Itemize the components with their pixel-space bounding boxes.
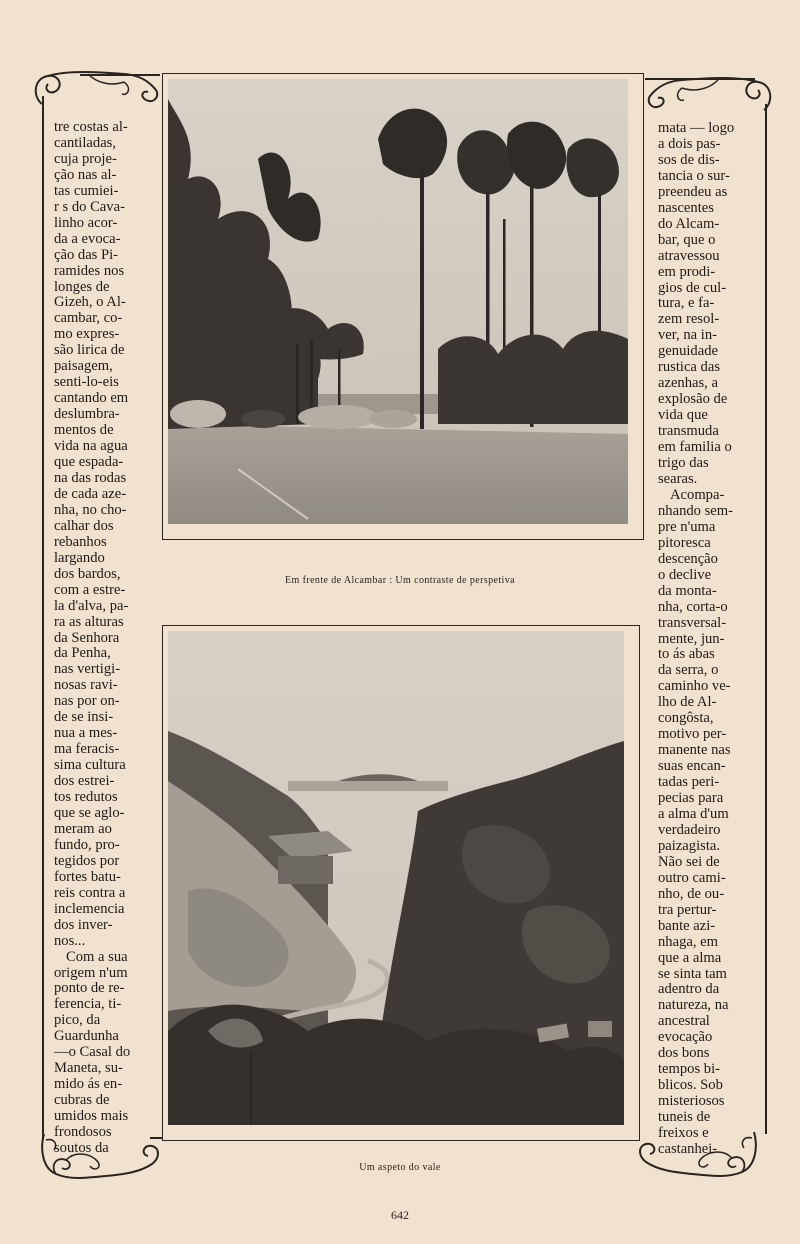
left-column-line: ra as alturas [54,613,124,630]
right-column-line: da monta- [658,582,717,599]
right-column-line: misteriosos [658,1093,725,1110]
right-column-line: da serra, o [658,662,719,679]
left-column-line: la d'alva, pa- [54,597,129,614]
right-column-line: Acompa- [670,486,725,503]
right-column-line: lho de Al- [658,694,717,711]
right-text-column [658,121,754,1158]
left-column-line: tre costas al- [54,119,128,135]
right-column-line: explosão de [658,391,728,408]
left-column-line: cambar, co- [54,310,123,327]
left-column-line: cantando em [54,390,129,407]
right-column-line: pre n'uma [658,518,716,535]
left-column-line: fortes batu- [54,868,121,885]
left-column-line: origem n'um [54,964,128,981]
right-column-line: do Alcam- [658,215,720,232]
left-column-line: cantiladas, [54,134,116,151]
right-column-line: em familia o [658,439,732,456]
right-column-line: zem resol- [658,311,720,328]
right-column-line: sos de dis- [658,151,720,168]
right-column-line: que a alma [658,949,722,966]
right-column-line: ver, na in- [658,327,717,344]
right-column-line: tuneis de [658,1109,711,1126]
right-column-line: bante azi- [658,917,716,934]
left-column-line: nas por on- [54,693,120,710]
right-column-line: mata — logo [658,120,735,136]
left-column-line: r s do Cava- [54,198,125,215]
frame-right-rule [765,104,767,1134]
left-column-line: ção nas al- [54,166,117,183]
left-paragraph-2 [54,950,150,1157]
right-column-line: a dois pas- [658,135,721,152]
right-column-line: tra pertur- [658,901,717,918]
photo-pine-avenue [162,73,644,540]
right-column-line: tura, e fa- [658,295,715,312]
left-column-line: com a estre- [54,581,126,598]
left-column-line: que espada- [54,454,124,471]
right-column-line: trigo das [658,455,709,472]
left-column-line: da Senhora [54,629,120,646]
left-column-line: largando [54,549,105,566]
left-column-line: soutos da [54,1140,109,1156]
left-column-line: Maneta, su- [54,1060,123,1077]
right-column-line: descenção [658,550,718,567]
right-column-line: nha, corta-o [658,598,728,615]
right-column-line: freixos e [658,1125,709,1142]
left-text-column [54,120,150,1157]
right-column-line: Não sei de [658,853,720,870]
right-column-line: bar, que o [658,231,716,248]
right-column-line: blicos. Sob [658,1077,723,1094]
right-paragraph-2 [658,488,754,1158]
left-column-line: senti-lo-eis [54,374,119,391]
left-column-line: mo expres- [54,326,120,343]
left-column-line: ramides nos [54,262,125,279]
left-column-line: sima cultura [54,757,126,774]
left-column-line: tas cumiei- [54,182,119,199]
left-column-line: ma feracis- [54,741,120,758]
right-column-line: caminho ve- [658,678,731,695]
right-column-line: verdadeiro [658,821,721,838]
right-column-line: rustica das [658,359,721,376]
right-column-line: o declive [658,566,712,583]
left-column-line: tegidos por [54,852,120,869]
right-column-line: ancestral [658,1013,710,1030]
right-column-line: searas. [658,470,698,487]
left-column-line: são lirica de [54,342,125,359]
left-column-line: nos... [54,932,86,949]
left-column-line: paisagem, [54,358,113,375]
left-column-line: inclemencia [54,900,125,917]
left-column-line: pico, da [54,1012,101,1029]
valley-landscape-photo-icon [168,631,624,1125]
left-column-line: vida na agua [54,438,128,455]
left-column-line: nua a mes- [54,725,118,742]
left-column-line: mentos de [54,422,114,439]
left-column-line: de se insi- [54,709,114,726]
frame-left-rule [42,96,44,1140]
photo-2-caption: Um aspeto do vale [359,1162,441,1173]
left-column-line: frondosos [54,1124,112,1141]
left-column-line: rebanhos [54,533,107,550]
left-column-line: dos estrei- [54,773,115,790]
left-column-line: ferencia, ti- [54,996,122,1013]
right-column-line: adentro da [658,981,720,998]
left-column-line: fundo, pro- [54,836,120,853]
right-column-line: transversal- [658,614,727,631]
right-column-line: suas encan- [658,758,726,775]
right-column-line: genuidade [658,343,718,360]
right-column-line: nho, de ou- [658,885,725,902]
left-column-line: nosas ravi- [54,677,118,694]
right-column-line: vida que [658,407,708,424]
left-column-line: Gizeh, o Al- [54,294,126,311]
left-column-line: nas vertigi- [54,661,121,678]
right-column-line: dos bons [658,1045,710,1062]
right-column-line: transmuda [658,423,719,440]
right-column-line: a alma d'um [658,805,729,822]
left-column-line: ção das Pi- [54,246,119,263]
ornament-top-right-icon [642,70,778,118]
left-paragraph-1 [54,120,150,950]
right-column-line: nhaga, em [658,933,718,950]
left-column-line: cuja proje- [54,150,117,167]
right-column-line: tancia o sur- [658,167,730,184]
right-column-line: natureza, na [658,997,729,1014]
right-column-line: evocação [658,1029,713,1046]
right-column-line: to ás abas [658,646,715,663]
right-column-line: azenhas, a [658,375,718,392]
right-column-line: pecias para [658,790,724,807]
right-column-line: outro cami- [658,869,726,886]
left-column-line: umidos mais [54,1108,129,1125]
left-column-line: calhar dos [54,517,114,534]
left-column-line: mido ás en- [54,1076,123,1093]
left-column-line: cubras de [54,1092,110,1109]
right-column-line: gios de cul- [658,279,727,296]
right-column-line: mente, jun- [658,630,725,647]
right-column-line: nascentes [658,199,714,216]
right-column-line: se sinta tam [658,965,727,982]
right-column-line: castanhei- [658,1141,718,1157]
right-paragraph-1 [658,121,754,488]
left-column-line: nha, no cho- [54,501,127,518]
right-column-line: em prodi- [658,263,716,280]
left-column-line: reis contra a [54,884,126,901]
left-column-line: dos bardos, [54,565,121,582]
left-column-line: da a evoca- [54,230,121,247]
left-column-line: que se aglo- [54,804,125,821]
right-column-line: motivo per- [658,726,727,743]
left-column-line: longes de [54,278,110,295]
left-column-line: dos inver- [54,916,113,933]
left-column-line: na das rodas [54,469,127,486]
pine-trees-photo-icon [168,79,628,524]
right-column-line: atravessou [658,247,720,264]
left-column-line: linho acor- [54,214,118,231]
left-column-line: deslumbra- [54,406,120,423]
left-column-line: Com a sua [66,948,128,965]
right-column-line: tadas peri- [658,774,720,791]
page-number: 642 [391,1208,409,1222]
left-column-line: meram ao [54,820,112,837]
right-column-line: congôsta, [658,710,714,727]
photo-1-caption: Em frente de Alcambar : Um contraste de perspetiva [285,575,515,586]
left-column-line: tos redutos [54,789,118,806]
right-column-line: pitoresca [658,534,711,551]
right-column-line: tempos bi- [658,1061,721,1078]
right-column-line: paizagista. [658,837,720,854]
left-column-line: —o Casal do [54,1044,131,1061]
right-column-line: nhando sem- [658,502,733,519]
left-column-line: ponto de re- [54,980,125,997]
right-column-line: manente nas [658,742,731,759]
photo-valley [162,625,640,1141]
left-column-line: da Penha, [54,645,111,662]
right-column-line: preendeu as [658,183,728,200]
left-column-line: Guardunha [54,1028,119,1045]
ornament-top-left-icon [28,66,164,112]
left-column-line: de cada aze- [54,485,127,502]
